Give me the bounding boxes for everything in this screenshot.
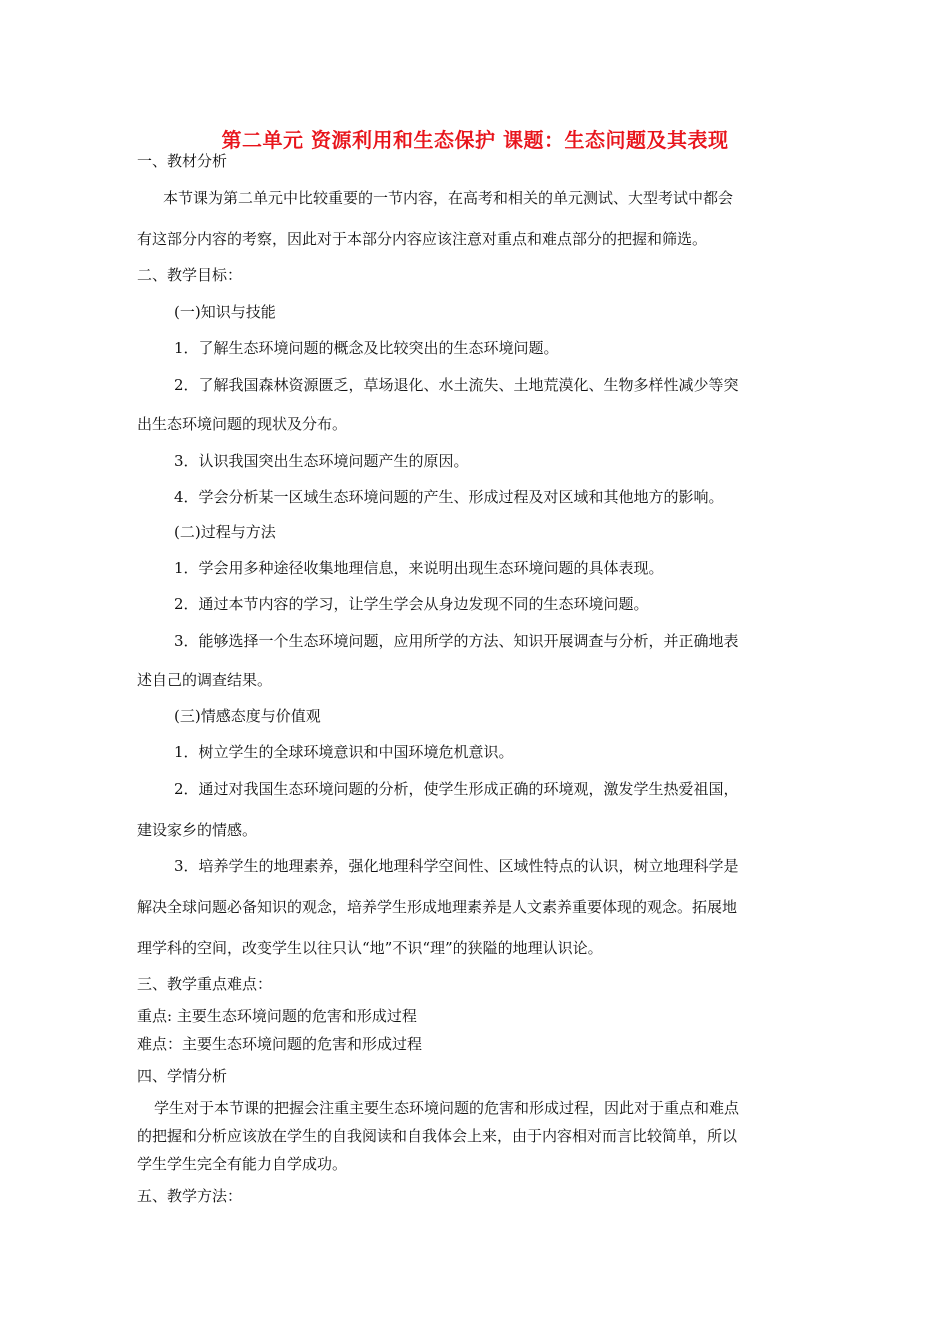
text-line: 二、教学目标： (137, 266, 243, 284)
text-line: 出生态环境问题的现状及分布。 (137, 415, 348, 433)
text-line: (三)情感态度与价值观 (174, 707, 321, 725)
text-line: 述自己的调查结果。 (137, 671, 273, 689)
text-line: 四、学情分析 (137, 1067, 228, 1085)
page-title: 第二单元 资源利用和生态保护 课题：生态问题及其表现 (221, 128, 729, 152)
text-line: 学生学生完全有能力自学成功。 (137, 1155, 348, 1173)
text-line: 重点: 主要生态环境问题的危害和形成过程 (137, 1007, 417, 1025)
text-line: 2．了解我国森林资源匮乏，草场退化、水土流失、土地荒漠化、生物多样性减少等突 (174, 376, 739, 394)
text-line: 解决全球问题必备知识的观念，培养学生形成地理素养是人文素养重要体现的观念。拓展地 (137, 898, 738, 916)
text-line: 本节课为第二单元中比较重要的一节内容，在高考和相关的单元测试、大型考试中都会 (163, 189, 734, 207)
text-line: 2．通过对我国生态环境问题的分析，使学生形成正确的环境观，激发学生热爱祖国， (174, 780, 739, 798)
text-line: 3．能够选择一个生态环境问题，应用所学的方法、知识开展调查与分析，并正确地表 (174, 632, 739, 650)
text-line: 学生对于本节课的把握会注重主要生态环境问题的危害和形成过程，因此对于重点和难点 (154, 1099, 740, 1117)
text-line: 理学科的空间，改变学生以往只认“地”不识“理”的狭隘的地理认识论。 (137, 939, 603, 957)
text-line: (二)过程与方法 (174, 523, 276, 541)
text-line: 有这部分内容的考察，因此对于本部分内容应该注意对重点和难点部分的把握和筛选。 (137, 230, 708, 248)
text-line: 3．培养学生的地理素养，强化地理科学空间性、区域性特点的认识，树立地理科学是 (174, 857, 739, 875)
text-line: 1．树立学生的全球环境意识和中国环境危机意识。 (174, 743, 514, 761)
text-line: 五、教学方法： (137, 1187, 243, 1205)
text-line: 3．认识我国突出生态环境问题产生的原因。 (174, 452, 469, 470)
text-line: 三、教学重点难点： (137, 975, 273, 993)
text-line: 建设家乡的情感。 (137, 821, 258, 839)
text-line: 4．学会分析某一区域生态环境问题的产生、形成过程及对区域和其他地方的影响。 (174, 488, 724, 506)
text-line: 一、教材分析 (137, 152, 228, 170)
text-line: 1．学会用多种途径收集地理信息，来说明出现生态环境问题的具体表现。 (174, 559, 664, 577)
text-line: 2．通过本节内容的学习，让学生学会从身边发现不同的生态环境问题。 (174, 595, 649, 613)
text-line: 难点：主要生态环境问题的危害和形成过程 (137, 1035, 423, 1053)
text-line: 1．了解生态环境问题的概念及比较突出的生态环境问题。 (174, 339, 559, 357)
text-line: 的把握和分析应该放在学生的自我阅读和自我体会上来，由于内容相对而言比较简单，所以 (137, 1127, 738, 1145)
text-line: (一)知识与技能 (174, 303, 276, 321)
